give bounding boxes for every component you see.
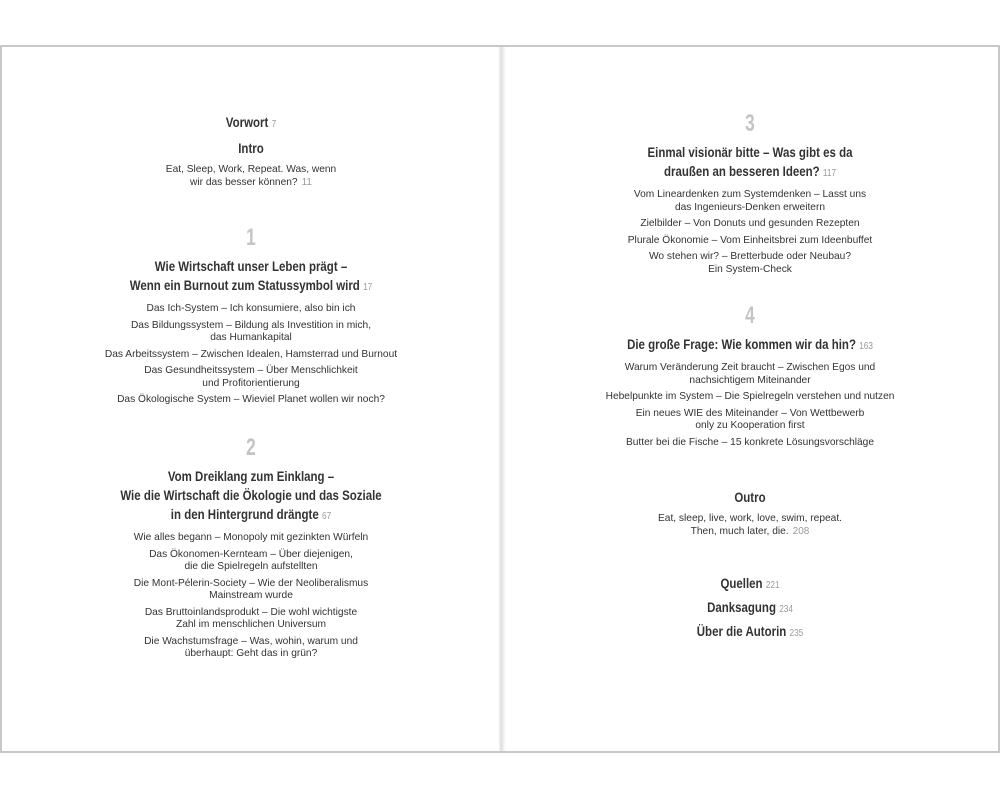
list-item: Das Ökologische System – Wieviel Planet wollen wir noch? — [117, 394, 385, 405]
list-item: Vom Lineardenken zum Systemdenken – Lasst uns das Ingenieurs-Denken erweitern — [633, 189, 867, 213]
chapter-3-title: Einmal visionär bitte – Was gibt es da draußen an besseren Ideen? 117 — [647, 144, 853, 179]
chapter-3 — [502, 111, 998, 276]
list-item: Die Wachstumsfrage – Was, wohin, warum und überhaupt: Geht das in grün? — [144, 635, 358, 659]
list-item: Das Ökonomen-Kernteam – Über diejenigen, die die Spielregeln aufstellten — [149, 548, 353, 572]
chapter-1 — [2, 225, 500, 407]
list-item: Hebelpunkte im System – Die Spielregeln verstehen und nutzen — [605, 391, 895, 402]
list-item: Butter bei die Fische – 15 konkrete Lösungsvorschläge — [625, 436, 875, 448]
list-item: Das Bildungssystem – Bildung als Investition in mich, das Humankapital — [130, 319, 372, 343]
danksagung-title: Danksagung — [707, 599, 776, 615]
list-item: Wo stehen wir? – Bretterbude oder Neubau? Ein System-Check — [649, 251, 851, 275]
intro-entry — [2, 139, 500, 189]
list-item: Wie alles begann – Monopoly mit gezinkten Würfeln — [133, 532, 369, 543]
autorin-page: 235 — [789, 628, 804, 639]
danksagung-page: 234 — [779, 604, 793, 615]
chapter-1-title: Wie Wirtschaft unser Leben prägt – Wenn ein Burnout zum Statussymbol wird 17 — [129, 258, 373, 293]
chapter-4-number: 4 — [745, 302, 755, 329]
list-item: Die Mont-Pélerin-Society – Wie der Neoliberalismus Mainstream wurde — [133, 577, 369, 601]
chapter-4-page: 163 — [859, 341, 873, 352]
outro-line-1: Eat, sleep, live, work, love, swim, repeat. — [657, 513, 842, 524]
intro-line-2: wir das besser können? — [190, 176, 298, 188]
chapter-3-page: 117 — [822, 168, 837, 179]
chapter-4-title: Die große Frage: Wie kommen wir da hin? 163 — [627, 336, 873, 352]
chapter-4 — [502, 303, 998, 449]
list-item: Das Bruttoinlandsprodukt – Die wohl wichtigste Zahl im menschlichen Universum — [144, 606, 358, 630]
outro-page: 208 — [792, 525, 810, 537]
quellen-entry — [502, 574, 998, 595]
intro-page: 11 — [301, 176, 312, 188]
vorwort-entry — [2, 113, 500, 134]
quellen-title: Quellen — [720, 575, 763, 591]
list-item: Ein neues WIE des Miteinander – Von Wettbewerb only zu Kooperation first — [635, 407, 865, 431]
list-item: Das Arbeitssystem – Zwischen Idealen, Hamsterrad und Burnout — [104, 348, 398, 360]
list-item: Das Ich-System – Ich konsumiere, also bin ich — [146, 303, 356, 314]
chapter-2 — [2, 435, 500, 661]
outro-line-2: Then, much later, die. — [690, 525, 789, 537]
intro-title: Intro — [238, 140, 264, 156]
chapter-2-page: 67 — [322, 511, 332, 522]
autorin-title: Über die Autorin — [696, 623, 787, 639]
list-item: Warum Veränderung Zeit braucht – Zwischen Egos und nachsichtigem Miteinander — [624, 362, 876, 386]
vorwort-page: 7 — [271, 119, 277, 130]
chapter-2-number: 2 — [246, 434, 256, 461]
chapter-1-number: 1 — [246, 224, 256, 251]
outro-title: Outro — [734, 489, 766, 505]
list-item: Zielbilder – Von Donuts und gesunden Rezepten — [640, 218, 860, 229]
chapter-1-page: 17 — [363, 282, 373, 293]
chapter-3-number: 3 — [745, 110, 755, 137]
right-page — [502, 47, 998, 751]
list-item: Das Gesundheitssystem – Über Menschlichkeit und Profitorientierung — [144, 365, 358, 389]
left-page — [2, 47, 500, 751]
list-item: Plurale Ökonomie – Vom Einheitsbrei zum Ideenbuffet — [627, 234, 873, 246]
danksagung-entry — [502, 598, 998, 619]
intro-line-1: Eat, Sleep, Work, Repeat. Was, wenn — [165, 164, 337, 175]
quellen-page: 221 — [765, 580, 780, 591]
book-spread — [0, 45, 1000, 753]
autorin-entry — [502, 622, 998, 643]
chapter-2-title: Vom Dreiklang zum Einklang – Wie die Wirtschaft die Ökologie und das Soziale in den Hintergrund drängte 67 — [120, 468, 382, 522]
outro-entry — [502, 488, 998, 538]
vorwort-title: Vorwort — [225, 114, 269, 130]
